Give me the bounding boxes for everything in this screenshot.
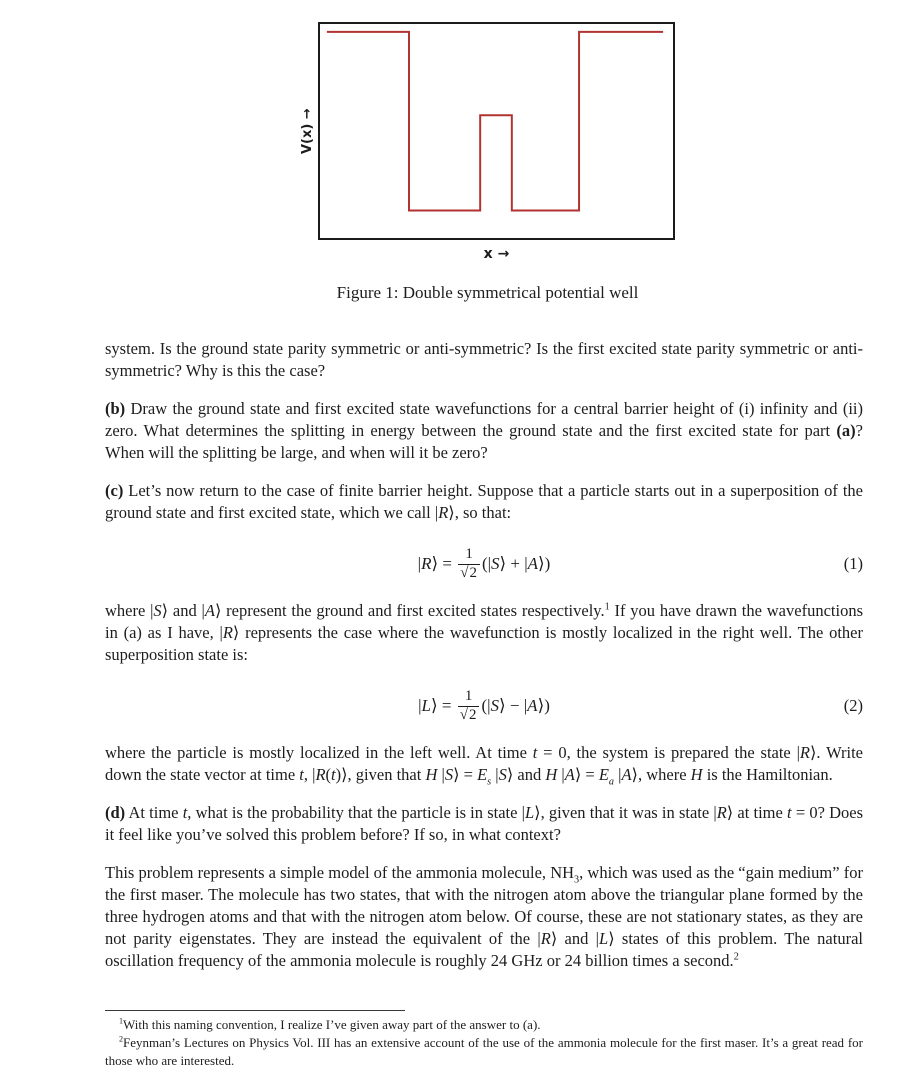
y-axis-label: V(x) → — [300, 108, 315, 154]
paragraph-ammonia: This problem represents a simple model of the ammonia molecule, $NH_3$, which was used as the “gain medium” for the first maser. The molecule has two states, that with the nitrogen atom above the triangular plane formed by the three hydrogen atoms and that with the nitrogen atom below. Of course, these are not stationary states, as they are not parity eigenstates. They are instead the equivalent of the |R⟩ and |L⟩ states of this problem. The natural oscillation frequency of the ammonia molecule is roughly 24 GHz or 24 billion times a second.$^2$ — [105, 863, 863, 970]
equation-2-number: (2) — [843, 696, 863, 715]
paragraph-intro: system. Is the ground state parity symmetric or anti-symmetric? Is the first excited state parity symmetric or anti-symmetric? Why is this the case? — [105, 339, 863, 380]
problem-text — [105, 338, 863, 988]
radical-sign: √ — [460, 564, 469, 581]
paragraph-time-evolution: where the particle is mostly localized in the left well. At time t = 0, the system is prepared the state |R⟩. Write down the state vector at time t, |R(t)⟩, given that H |S⟩ = $E_s$ |S⟩ and H |A⟩ = $E_a$ |A⟩, where H is the Hamiltonian. — [105, 743, 863, 788]
figure-caption: Figure 1: Double symmetrical potential well — [336, 283, 639, 302]
equation-1 — [105, 540, 863, 588]
fraction-numerator: 1 — [465, 546, 473, 563]
potential-curve — [327, 32, 663, 211]
footnote-1: $^1$With this naming convention, I realize I’ve given away part of the answer to (a). — [119, 1016, 541, 1032]
equation-1-rhs: (|S⟩ + |A⟩) — [481, 554, 551, 573]
fraction-denominator — [458, 564, 480, 582]
fraction-numerator: 1 — [464, 688, 473, 705]
footnotes-section — [105, 1010, 863, 1070]
equation-1-number: (1) — [843, 554, 863, 573]
equation-2-rhs: (|S⟩ − |A⟩) — [481, 696, 550, 715]
equation-2 — [105, 682, 863, 730]
equation-2-lhs: |L⟩ = — [418, 696, 456, 715]
paragraph-part-c: (c) Let’s now return to the case of finite barrier height. Suppose that a particle starts out in a superposition of the ground state and first excited state, which we call |R⟩, so that: — [105, 481, 863, 522]
figure-1 — [300, 22, 675, 303]
paragraph-states: where |S⟩ and |A⟩ represent the ground and first excited states respectively.$^1$ If you have drawn the wavefunctions in (a) as I have, |R⟩ represents the case where the wavefunction is mostly localized in the right well. The other superposition state is: — [105, 601, 863, 664]
radicand: 2 — [468, 706, 477, 723]
fraction-1-over-sqrt2 — [458, 688, 480, 724]
paragraph-part-d: (d) At time t, what is the probability that the particle is in state |L⟩, given that it was in state |R⟩ at time t = 0? Does it feel like you’ve solved this problem before? If so, in what context? — [105, 803, 864, 844]
paragraph-part-b: (b) Draw the ground state and first excited state wavefunctions for a central barrier height of (i) infinity and (ii) zero. What determines the splitting in energy between the ground state and the first excited state for part (a)? When will the splitting be large, and when will it be zero? — [105, 399, 863, 462]
equation-1-lhs: |R⟩ = — [417, 554, 457, 573]
footnote-2: $^2$Feynman’s Lectures on Physics Vol. III has an extensive account of the use of the ammonia molecule for the first maser. It’s a great read for those who are interested. — [105, 1034, 863, 1068]
x-axis-label: x → — [483, 246, 510, 262]
plot-frame — [300, 22, 675, 240]
fraction-1-over-sqrt2 — [458, 546, 480, 582]
fraction-denominator — [458, 706, 480, 724]
footnote-rule — [105, 1010, 405, 1011]
radicand: 2 — [469, 564, 477, 581]
potential-well-plot — [320, 24, 673, 238]
radical-sign: √ — [459, 706, 468, 723]
